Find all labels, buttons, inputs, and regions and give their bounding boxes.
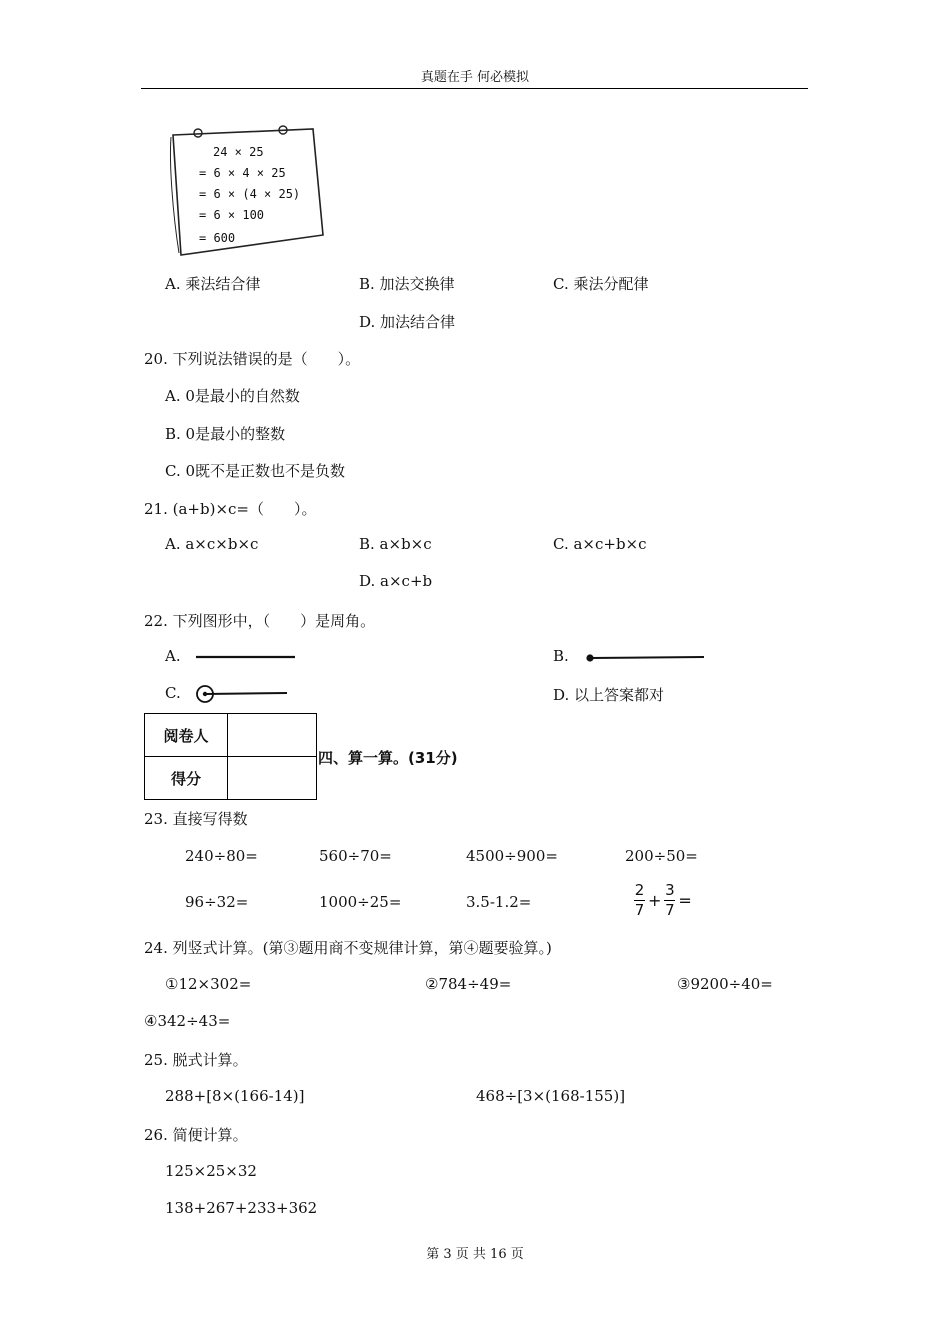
q19-option-a[interactable]: A. 乘法结合律: [165, 275, 261, 293]
q22-option-c[interactable]: C.: [165, 684, 181, 702]
handwritten-note-image: [163, 125, 333, 260]
q23-stem: 23. 直接写得数: [144, 810, 248, 828]
q21-option-a[interactable]: A. a×c×b×c: [165, 535, 259, 553]
q19-option-d[interactable]: D. 加法结合律: [359, 313, 456, 331]
score-label: 得分: [145, 757, 228, 800]
note-line-1: 24 × 25: [213, 145, 264, 159]
q21-option-b[interactable]: B. a×b×c: [359, 535, 432, 553]
numerator: 2: [634, 881, 645, 899]
page-header: 真题在手 何必模拟: [420, 70, 530, 85]
q24-item: ②784÷49=: [425, 975, 512, 993]
q22-option-a[interactable]: A.: [165, 647, 181, 665]
q24-item: ③9200÷40=: [677, 975, 773, 993]
full-angle-figure: [195, 684, 289, 704]
q22-stem: 22. 下列图形中，（ ）是周角。: [144, 612, 376, 630]
q23-item: 200÷50=: [625, 847, 698, 865]
ray-figure: [584, 652, 706, 664]
straight-angle-figure: [195, 652, 297, 662]
q26-stem: 26. 简便计算。: [144, 1126, 248, 1144]
q25-stem: 25. 脱式计算。: [144, 1051, 248, 1069]
numerator: 3: [665, 881, 675, 899]
fraction-2-7: [634, 882, 645, 919]
score-table: [144, 713, 317, 800]
header-divider: [141, 88, 808, 89]
q25-item: 288+[8×(166-14)]: [165, 1087, 305, 1105]
q19-option-c[interactable]: C. 乘法分配律: [553, 275, 649, 293]
note-line-4: = 6 × 100: [199, 208, 265, 222]
q21-option-d[interactable]: D. a×c+b: [359, 572, 433, 590]
page-footer: 第 3 页 共 16 页: [426, 1247, 524, 1262]
q20-option-c[interactable]: C. 0既不是正数也不是负数: [165, 462, 346, 480]
q21-stem: 21. (a+b)×c=（ ）。: [144, 500, 317, 518]
plus-sign: +: [648, 891, 662, 910]
q23-item: 560÷70=: [319, 847, 392, 865]
q20-option-b[interactable]: B. 0是最小的整数: [165, 425, 286, 443]
q19-option-b[interactable]: B. 加法交换律: [359, 275, 455, 293]
q22-option-b[interactable]: B.: [553, 647, 569, 665]
q20-stem: 20. 下列说法错误的是（ ）。: [144, 350, 361, 368]
q22-option-d[interactable]: D. 以上答案都对: [553, 686, 665, 704]
q24-item: ④342÷43=: [144, 1012, 231, 1030]
q23-fraction-expression: [634, 882, 695, 919]
q23-item: 4500÷900=: [466, 847, 558, 865]
reviewer-cell[interactable]: [228, 714, 317, 757]
q26-item: 125×25×32: [165, 1162, 257, 1180]
fraction-3-7: [664, 882, 675, 919]
q24-stem: 24. 列竖式计算。(第③题用商不变规律计算，第④题要验算。): [144, 939, 552, 957]
q23-item: 96÷32=: [185, 893, 249, 911]
note-line-2: = 6 × 4 × 25: [199, 166, 286, 180]
q26-item: 138+267+233+362: [165, 1199, 318, 1217]
q23-item: 1000÷25=: [319, 893, 402, 911]
q20-option-a[interactable]: A. 0是最小的自然数: [165, 387, 300, 405]
q23-item: 240÷80=: [185, 847, 258, 865]
q21-option-c[interactable]: C. a×c+b×c: [553, 535, 647, 553]
reviewer-label: 阅卷人: [145, 714, 228, 757]
q23-item: 3.5-1.2=: [466, 893, 532, 911]
note-line-5: = 600: [199, 231, 236, 245]
note-line-3: = 6 × (4 × 25): [199, 187, 301, 201]
section-4-title: 四、算一算。(31分): [318, 749, 458, 767]
q24-item: ①12×302=: [165, 975, 252, 993]
equals-sign: =: [678, 891, 692, 910]
score-cell[interactable]: [228, 757, 317, 800]
denominator: 7: [665, 901, 675, 919]
q25-item: 468÷[3×(168-155)]: [476, 1087, 626, 1105]
denominator: 7: [634, 901, 645, 919]
